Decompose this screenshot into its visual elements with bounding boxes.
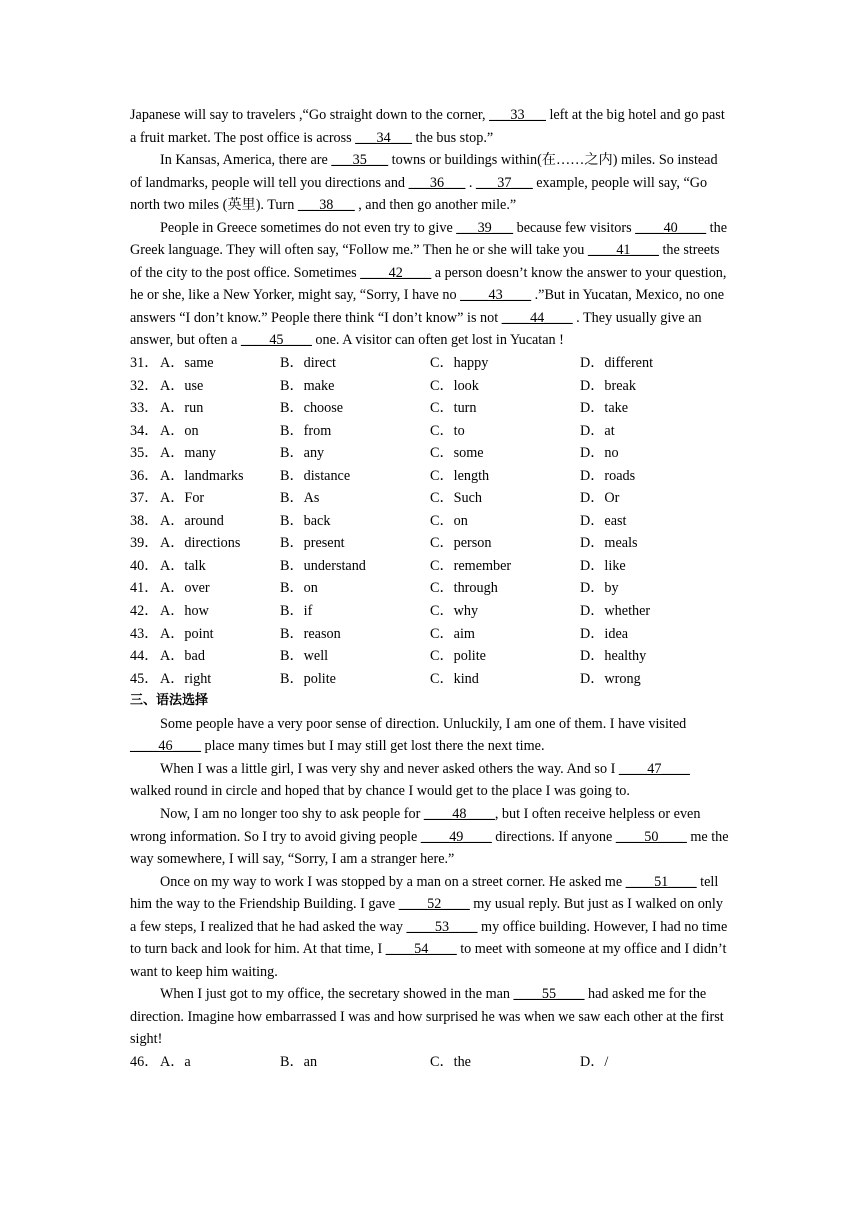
option-b: B．from bbox=[280, 422, 332, 439]
option-b: B．well bbox=[280, 648, 329, 665]
passage-text: because few visitors bbox=[513, 219, 636, 236]
blank-number: ____43____ bbox=[460, 287, 532, 304]
option-c: C．person bbox=[430, 535, 492, 552]
passage-text: had asked me for the direction. Imagine how embarrassed I was and how surprised he was when we saw each other at the first sight! bbox=[130, 986, 724, 1048]
option-a: A．same bbox=[160, 355, 214, 372]
passage-text: the streets of the city to the post office. Sometimes bbox=[130, 242, 720, 281]
passage-text: tell him the way to the Friendship Building. I gave bbox=[130, 873, 719, 913]
question-number: 37． bbox=[130, 490, 159, 507]
question-row bbox=[130, 577, 730, 600]
option-d: D．take bbox=[580, 400, 629, 417]
question-number: 32． bbox=[130, 377, 159, 394]
option-c: C．Such bbox=[430, 490, 483, 507]
option-c: C．why bbox=[430, 603, 479, 620]
question-number: 39． bbox=[130, 535, 159, 552]
option-b: B．reason bbox=[280, 625, 341, 642]
option-a: A．use bbox=[160, 377, 204, 394]
option-c: C．happy bbox=[430, 355, 489, 372]
option-d: D．wrong bbox=[580, 670, 641, 687]
passage-text: In Kansas, America, there are bbox=[160, 152, 332, 169]
question-row bbox=[130, 510, 730, 533]
question-row bbox=[130, 397, 730, 420]
option-d: D．Or bbox=[580, 490, 620, 507]
question-row bbox=[130, 668, 730, 691]
option-d: D．healthy bbox=[580, 648, 647, 665]
blank-number: ____44____ bbox=[501, 309, 573, 326]
passage-text: When I just got to my office, the secretary showed in the man bbox=[160, 986, 514, 1003]
passage-text: left at the big hotel and go past a fruit market. The post office is across bbox=[130, 107, 725, 146]
paragraph bbox=[130, 104, 730, 149]
question-row bbox=[130, 532, 730, 555]
option-d: D．by bbox=[580, 580, 619, 597]
passage-text: the Greek language. They will often say, “Follow me.” Then he or she will take you bbox=[130, 219, 728, 259]
question-row bbox=[130, 645, 730, 668]
option-b: B．distance bbox=[280, 467, 351, 484]
option-d: D．east bbox=[580, 512, 627, 529]
passage-text: Some people have a very poor sense of direction. Unluckily, I am one of them. I have visited bbox=[160, 715, 687, 732]
option-b: B．choose bbox=[280, 400, 344, 417]
option-a: A．right bbox=[160, 670, 212, 687]
question-row bbox=[130, 375, 730, 398]
question-row bbox=[130, 1051, 730, 1074]
blank-number: ___34___ bbox=[355, 129, 412, 146]
question-row bbox=[130, 352, 730, 375]
question-number: 31． bbox=[130, 355, 159, 372]
option-b: B．present bbox=[280, 535, 345, 552]
blank-number: ___38___ bbox=[297, 197, 355, 214]
question-number: 34． bbox=[130, 422, 159, 439]
option-d: D．whether bbox=[580, 603, 651, 620]
option-a: A．talk bbox=[160, 557, 206, 574]
option-c: C．the bbox=[430, 1053, 471, 1070]
question-row bbox=[130, 420, 730, 443]
question-number: 43． bbox=[130, 625, 159, 642]
passage-text: one. A visitor can often get lost in Yucatan ! bbox=[311, 332, 564, 349]
paragraph bbox=[130, 983, 730, 1051]
option-b: B．any bbox=[280, 445, 325, 462]
cloze-options-list bbox=[130, 352, 730, 690]
passage-text: Japanese will say to travelers ,“Go straight down to the corner, bbox=[130, 107, 490, 123]
question-number: 41． bbox=[130, 580, 159, 597]
passage-text: a person doesn’t know the answer to your question, he or she, like a New Yorker, might say, “Sorry, I have no bbox=[130, 264, 727, 304]
option-b: B．an bbox=[280, 1053, 318, 1070]
blank-number: ____41____ bbox=[587, 242, 659, 259]
option-c: C．turn bbox=[430, 400, 477, 417]
blank-number: ____48____ bbox=[423, 805, 495, 822]
option-a: A．bad bbox=[160, 648, 205, 665]
option-d: D．roads bbox=[580, 467, 636, 484]
option-b: B．As bbox=[280, 490, 320, 507]
passage-text: directions. If anyone bbox=[491, 828, 616, 845]
blank-number: ____46____ bbox=[130, 738, 201, 755]
question-number: 35． bbox=[130, 445, 159, 462]
option-d: D．idea bbox=[580, 625, 629, 642]
option-a: A．how bbox=[160, 603, 209, 620]
passage-text: my usual reply. But just as I walked on only a few steps, I realized that he had asked the way bbox=[130, 896, 723, 935]
passage-text: towns or buildings within(在……之内) miles. So instead of landmarks, people will tell you directions and bbox=[130, 152, 718, 191]
blank-number: ___33___ bbox=[489, 107, 546, 123]
cloze-passage bbox=[130, 104, 730, 352]
question-row bbox=[130, 600, 730, 623]
option-b: B．make bbox=[280, 377, 335, 394]
option-c: C．some bbox=[430, 445, 484, 462]
option-c: C．to bbox=[430, 422, 465, 439]
passage-text: , but I often receive helpless or even wrong information. So I try to avoid giving people bbox=[130, 805, 701, 845]
option-a: A．on bbox=[160, 422, 199, 439]
section-heading: 三、语法选择 bbox=[130, 693, 209, 709]
option-d: D．different bbox=[580, 355, 654, 372]
blank-number: ____45____ bbox=[240, 332, 312, 349]
option-c: C．look bbox=[430, 377, 479, 394]
option-d: D．break bbox=[580, 377, 636, 394]
question-number: 36． bbox=[130, 467, 159, 484]
blank-number: ____49____ bbox=[420, 828, 492, 845]
paragraph bbox=[130, 803, 730, 871]
paragraph bbox=[130, 871, 730, 984]
option-a: A．For bbox=[160, 490, 205, 507]
passage-text: Now, I am no longer too shy to ask people for bbox=[160, 805, 424, 822]
passage-text: to meet with someone at my office and I didn’t want to keep him waiting. bbox=[130, 941, 727, 980]
option-b: B．back bbox=[280, 512, 331, 529]
question-number: 33． bbox=[130, 400, 159, 417]
blank-number: ____55____ bbox=[513, 986, 585, 1003]
option-a: A．directions bbox=[160, 535, 241, 552]
option-a: A．around bbox=[160, 512, 224, 529]
option-b: B．on bbox=[280, 580, 318, 597]
blank-number: ____53____ bbox=[406, 918, 478, 935]
blank-number: ___36___ bbox=[408, 174, 466, 191]
blank-number: ____42____ bbox=[360, 264, 432, 281]
passage-text: People in Greece sometimes do not even try to give bbox=[160, 219, 457, 236]
paragraph bbox=[130, 149, 730, 217]
grammar-passage bbox=[130, 713, 730, 1051]
blank-number: ____54____ bbox=[385, 941, 457, 958]
question-row bbox=[130, 623, 730, 646]
paragraph bbox=[130, 217, 730, 352]
option-d: D．like bbox=[580, 557, 626, 574]
question-row bbox=[130, 487, 730, 510]
passage-text: walked round in circle and hoped that by chance I would get to the place I was going to. bbox=[130, 783, 630, 800]
question-number: 46． bbox=[130, 1053, 159, 1070]
passage-text: .”But in Yucatan, Mexico, no one answers “I don’t know.” People there think “I don’t know” is not bbox=[130, 287, 725, 326]
option-a: A．landmarks bbox=[160, 467, 244, 484]
option-b: B．if bbox=[280, 603, 313, 620]
blank-number: ___35___ bbox=[331, 152, 389, 169]
option-c: C．on bbox=[430, 512, 468, 529]
passage-text: example, people will say, “Go north two miles (英里). Turn bbox=[130, 174, 708, 214]
option-a: A．point bbox=[160, 625, 214, 642]
passage-text: . They usually give an answer, but often a bbox=[130, 309, 702, 349]
option-d: D．at bbox=[580, 422, 615, 439]
grammar-options-list bbox=[130, 1051, 730, 1074]
question-number: 42． bbox=[130, 603, 159, 620]
option-c: C．remember bbox=[430, 557, 512, 574]
option-d: D．no bbox=[580, 445, 619, 462]
option-d: D．meals bbox=[580, 535, 638, 552]
question-number: 40． bbox=[130, 557, 159, 574]
option-a: A．over bbox=[160, 580, 210, 597]
passage-text: , and then go another mile.” bbox=[354, 197, 517, 214]
paragraph bbox=[130, 758, 730, 803]
blank-number: ___37___ bbox=[475, 174, 533, 191]
option-c: C．polite bbox=[430, 648, 486, 665]
question-row bbox=[130, 465, 730, 488]
option-c: C．length bbox=[430, 467, 490, 484]
passage-text: my office building. However, I had no time to turn back and look for him. At that time, I bbox=[130, 918, 728, 958]
option-d: D．/ bbox=[580, 1053, 609, 1070]
document-page bbox=[130, 104, 730, 1074]
blank-number: ____52____ bbox=[398, 896, 470, 913]
option-c: C．kind bbox=[430, 670, 479, 687]
question-number: 45． bbox=[130, 670, 159, 687]
option-c: C．through bbox=[430, 580, 498, 597]
option-a: A．run bbox=[160, 400, 204, 417]
passage-text: place many times but I may still get lost there the next time. bbox=[200, 738, 545, 755]
question-number: 38． bbox=[130, 512, 159, 529]
blank-number: ___39___ bbox=[456, 219, 514, 236]
option-a: A．many bbox=[160, 445, 216, 462]
option-a: A．a bbox=[160, 1053, 191, 1070]
passage-text: Once on my way to work I was stopped by a man on a street corner. He asked me bbox=[160, 873, 626, 890]
passage-text: the bus stop.” bbox=[411, 129, 494, 146]
passage-text: When I was a little girl, I was very shy and never asked others the way. And so I bbox=[160, 760, 619, 777]
blank-number: ____51____ bbox=[625, 873, 697, 890]
question-row bbox=[130, 555, 730, 578]
option-b: B．understand bbox=[280, 557, 366, 574]
passage-text: me the way somewhere, I will say, “Sorry, I am a stranger here.” bbox=[130, 828, 729, 868]
blank-number: ____50____ bbox=[615, 828, 687, 845]
blank-number: ____40____ bbox=[635, 219, 707, 236]
question-number: 44． bbox=[130, 648, 159, 665]
option-b: B．polite bbox=[280, 670, 336, 687]
blank-number: ____47____ bbox=[618, 760, 690, 777]
option-c: C．aim bbox=[430, 625, 475, 642]
question-row bbox=[130, 442, 730, 465]
passage-text: . bbox=[465, 174, 476, 191]
option-b: B．direct bbox=[280, 355, 336, 372]
paragraph bbox=[130, 713, 730, 758]
